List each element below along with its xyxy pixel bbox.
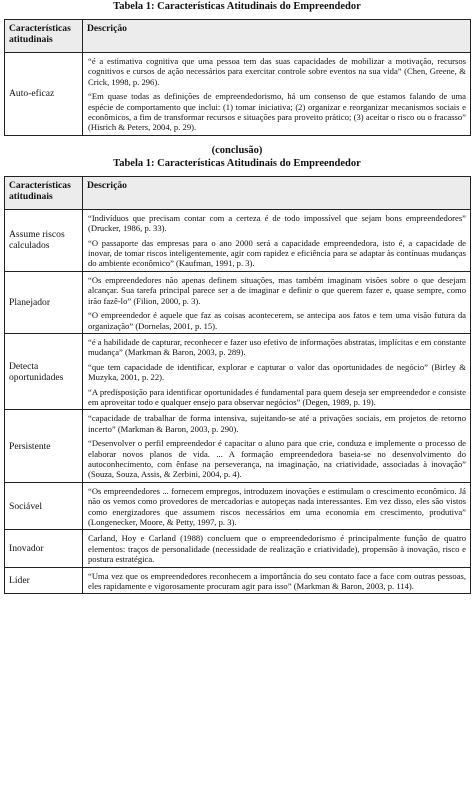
description-cell bbox=[83, 209, 471, 271]
description-quote: “é a habilidade de capturar, reconhecer e fazer uso efetivo de informações abstratas, implícitas e em constante mudança” (Markman & Baron, 2003, p. 289). bbox=[88, 336, 466, 358]
header-characteristics: Características atitudinais bbox=[5, 20, 83, 53]
description-quote: “Os empreendedores não apenas definem situações, mas também imaginam visões sobre o que desejam alcançar. Sua tarefa principal parece ser a de imaginar e definir o que querem fazer e, quase sempre, como irão fazê-lo” (Filion, 2000, p. 3). bbox=[88, 274, 466, 306]
table-header-row bbox=[5, 176, 471, 209]
header-description: Descrição bbox=[83, 176, 471, 209]
table-caption: Tabela 1: Características Atitudinais do Empreendedor bbox=[113, 1, 361, 12]
description-cell bbox=[83, 53, 471, 136]
characteristics-table-part2 bbox=[4, 176, 471, 595]
description-quote: “Uma vez que os empreendedores reconhecem a importância do seu contato face a face com outras pessoas, eles rapidamente e vigorosamente procuram agir para isso” (Markman & Baron, 2003, p. 114). bbox=[88, 570, 466, 592]
characteristic-label: Planejador bbox=[5, 271, 83, 333]
characteristic-label: Líder bbox=[5, 567, 83, 594]
description-cell bbox=[83, 482, 471, 530]
table-caption-continued: Tabela 1: Características Atitudinais do Empreendedor bbox=[113, 157, 361, 169]
description-cell bbox=[83, 567, 471, 594]
description-quote: “é a estimativa cognitiva que uma pessoa tem das suas capacidades de mobilizar a motivação, recursos cognitivos e cursos de ação necessários para exercitar controle sobre eventos na sua vida” (Chen, Greene, & Crick, 1998, p. 296). bbox=[88, 56, 466, 87]
table-row bbox=[5, 271, 471, 333]
characteristic-label: Inovador bbox=[5, 530, 83, 567]
description-cell bbox=[83, 530, 471, 567]
characteristic-label: Detecta oportunidades bbox=[5, 333, 83, 409]
description-cell bbox=[83, 271, 471, 333]
description-quote: “Em quase todas as definições de empreendedorismo, há um consenso de que estamos falando de uma espécie de comportamento que inclui: (1) tomar iniciativa; (2) organizar e reorganizar mecanismos sociais e econômicos, a fim de transformar recursos e situações para proveito prático; (3) aceitar o risco ou o fracasso” (Hisrich & Peters, 2004, p. 29). bbox=[88, 91, 466, 133]
table-body-part2 bbox=[5, 209, 471, 594]
description-quote: “Desenvolver o perfil empreendedor é capacitar o aluno para que crie, conduza e implemente o processo de elaborar novos planos de vida. ... A formação empreendedora baseia-se no desenvolvimento do autoconhecimento, com ênfase na perseverança, na imaginação, na criatividade, associadas à inovação” (Souza, Souza, Assis, & Zerbini, 2004, p. 4). bbox=[88, 438, 466, 480]
characteristic-label: Sociável bbox=[5, 482, 83, 530]
description-quote: “O empreendedor é aquele que faz as coisas acontecerem, se antecipa aos fatos e tem uma visão futura da organização” (Dornelas, 2001, p. 15). bbox=[88, 310, 466, 331]
characteristics-table-part1 bbox=[4, 19, 471, 136]
table-row bbox=[5, 53, 471, 136]
table-header-row bbox=[5, 20, 471, 53]
header-characteristics: Características atitudinais bbox=[5, 176, 83, 209]
description-quote: “Os empreendedores ... fornecem empregos, introduzem inovações e estimulam o crescimento econômico. Já não os vemos como provedores de mercadorias e autopeças nada interessantes. Em vez disso, eles são vistos como energizadores que assumem riscos necessários em uma economia em crescimento, produtiva” (Longenecker, Moore, & Petty, 1997, p. 3). bbox=[88, 485, 466, 527]
table-row bbox=[5, 410, 471, 482]
characteristic-label: Persistente bbox=[5, 410, 83, 482]
description-quote: “O passaporte das empresas para o ano 2000 será a capacidade empreendedora, isto é, a capacidade de inovar, de tomar riscos inteligentemente, agir com rapidez e eficiência para se adaptar às contínuas mudanças do ambiente econômico” (Kaufman, 1991, p. 3). bbox=[88, 237, 466, 269]
description-quote: “que tem capacidade de identificar, explorar e capturar o valor das oportunidades de negócio” (Birley & Muzyka, 2001, p. 22). bbox=[88, 361, 466, 383]
table-row bbox=[5, 209, 471, 271]
description-cell bbox=[83, 333, 471, 409]
description-quote: Carland, Hoy e Carland (1988) concluem que o empreendedorismo é principalmente função de quatro elementos: traços de personalidade (necessidade de realização e criatividade), propensão à inovação, risco e postura estratégica. bbox=[88, 533, 466, 565]
description-quote: “capacidade de trabalhar de forma intensiva, sujeitando-se até a privações sociais, em projetos de retorno incerto” (Markman & Baron, 2003, p. 290). bbox=[88, 413, 466, 434]
continuation-label: (conclusão) bbox=[211, 144, 263, 156]
characteristic-label: Auto-eficaz bbox=[5, 53, 83, 136]
table-row bbox=[5, 567, 471, 594]
header-description: Descrição bbox=[83, 20, 471, 53]
table-row bbox=[5, 333, 471, 409]
description-quote: “A predisposição para identificar oportunidades é fundamental para quem deseja ser empreendedor e consiste em aproveitar todo e qualquer ensejo para observar negócios” (Degen, 1989, p. 19). bbox=[88, 386, 466, 407]
characteristic-label: Assume riscos calculados bbox=[5, 209, 83, 271]
table-body-part1 bbox=[5, 53, 471, 136]
description-quote: “Indivíduos que precisam contar com a certeza é de todo impossível que sejam bons empreendedores” (Drucker, 1986, p. 33). bbox=[88, 212, 466, 234]
table-row bbox=[5, 482, 471, 530]
table-row bbox=[5, 530, 471, 567]
description-cell bbox=[83, 410, 471, 482]
